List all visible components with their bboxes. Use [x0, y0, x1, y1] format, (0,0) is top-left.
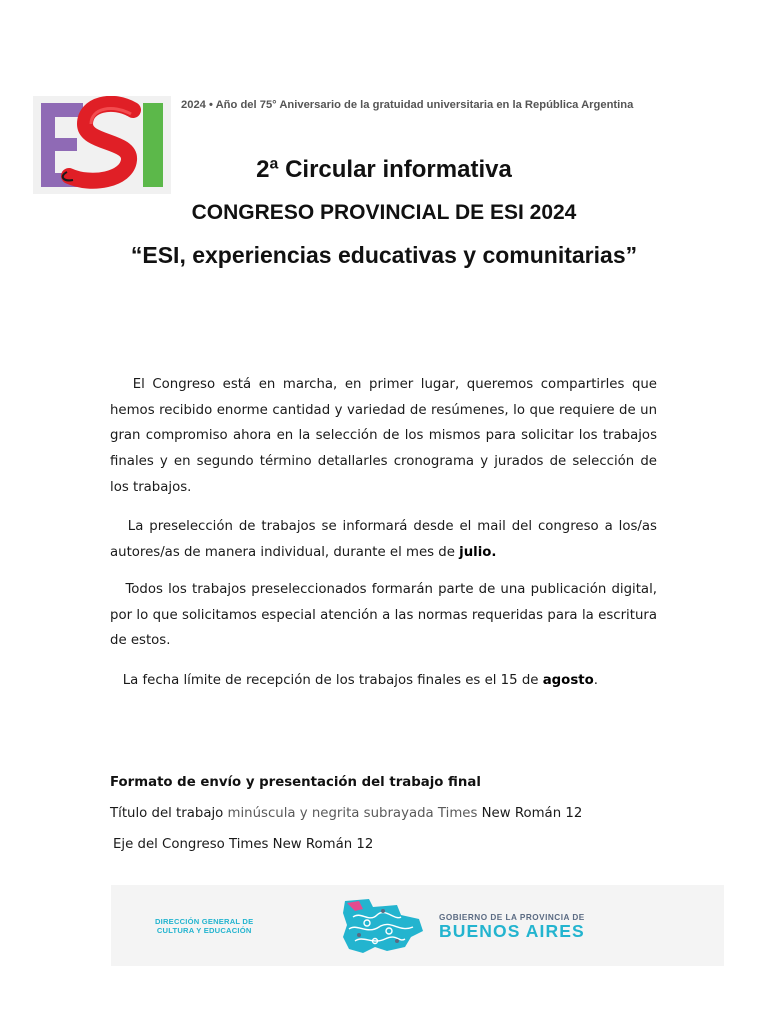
format-heading: Formato de envío y presentación del trabajo final — [110, 775, 481, 790]
paragraph-preselection-text: La preselección de trabajos se informará desde el mail del congreso a los/as autores/as de manera individual, durante el mes de — [110, 519, 657, 560]
format-axis-rule: Eje del Congreso Times New Román 12 — [113, 837, 374, 852]
dgce-line2: CULTURA Y EDUCACIÓN — [156, 925, 252, 935]
paragraph-deadline-end: . — [593, 673, 598, 688]
paragraph-intro-text: El Congreso está en marcha, en primer lugar, queremos compartirles que hemos recibido enorme cantidad y variedad de resúmenes, lo que requiere de un gran compromiso ahora en la selección de los mismos para solicitar los trabajos finales y en segundo término detallarles cronograma y jurados de selección de los trabajos. — [110, 377, 657, 495]
paragraph-publication — [110, 577, 657, 654]
congress-theme: “ESI, experiencias educativas y comunitarias” — [130, 242, 638, 268]
format-title-rule — [110, 806, 582, 821]
paragraph-deadline — [110, 668, 657, 694]
paragraph-deadline-text: La fecha límite de recepción de los trabajos finales es el 15 de — [122, 673, 543, 688]
format-title-label: Título del trabajo — [110, 806, 228, 821]
anniversary-header: 2024 • Año del 75° Aniversario de la gratuidad universitaria en la República Argentina — [181, 99, 634, 111]
paragraph-intro — [110, 372, 657, 501]
footer-logos — [111, 885, 724, 966]
circular-title: 2ª Circular informativa — [256, 156, 512, 183]
buenos-aires-label: BUENOS AIRES — [439, 921, 585, 941]
format-title-style: minúscula y negrita subrayada Times — [227, 806, 478, 821]
province-map-logo — [339, 897, 425, 955]
government-label: GOBIERNO DE LA PROVINCIA DE — [439, 913, 585, 922]
dgce-logo-text — [155, 918, 253, 935]
month-july: julio. — [459, 544, 497, 560]
paragraph-publication-text: Todos los trabajos preseleccionados formarán parte de una publicación digital, por lo que solicitamos especial atención a las normas requeridas para la escritura de estos. — [110, 582, 657, 649]
dgce-line1: DIRECCIÓN GENERAL DE — [155, 917, 254, 926]
format-title-font: New Román 12 — [477, 806, 583, 821]
paragraph-preselection — [110, 514, 657, 565]
congress-title: CONGRESO PROVINCIAL DE ESI 2024 — [191, 201, 577, 224]
month-august: agosto — [542, 673, 594, 688]
